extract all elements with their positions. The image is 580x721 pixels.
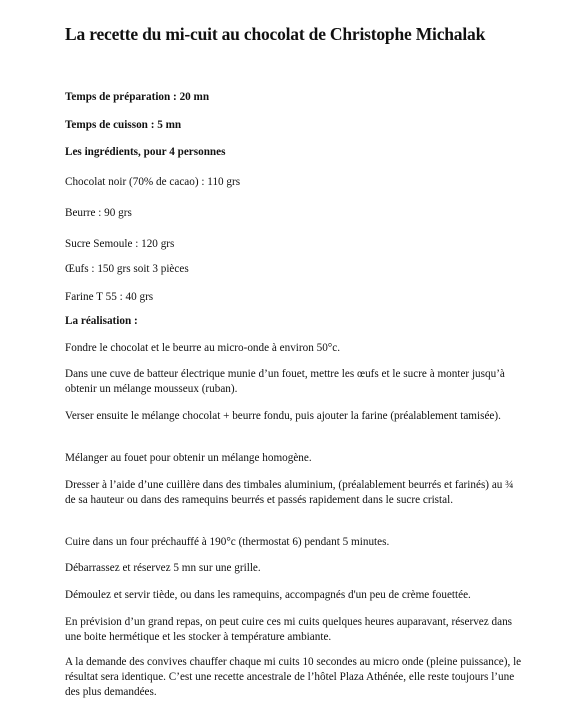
ingredient-item: Chocolat noir (70% de cacao) : 110 grs: [65, 176, 241, 188]
ingredients-heading: Les ingrédients, pour 4 personnes: [65, 146, 226, 158]
method-step: Dresser à l’aide d’une cuillère dans des timbales aluminium, (préalablement beurrés et farinés) au ¾ de sa hauteur ou dans des ramequins beurrés et passés rapidement dans le sucre cristal.: [65, 479, 514, 506]
ingredient-item: Sucre Semoule : 120 grs: [65, 238, 175, 250]
method-step: A la demande des convives chauffer chaque mi cuits 10 secondes au micro onde (pleine puissance), le résultat sera identique. C’est une recette ancestrale de l’hôtel Plaza Athénée, elle reste toujours l’une des plus demandées.: [65, 656, 522, 698]
prep-time: Temps de préparation : 20 mn: [65, 91, 210, 103]
cook-time: Temps de cuisson : 5 mn: [65, 119, 182, 131]
method-step: Dans une cuve de batteur électrique munie d’un fouet, mettre les œufs et le sucre à monter jusqu’à obtenir un mélange mousseux (ruban).: [65, 368, 505, 395]
method-heading: La réalisation :: [65, 315, 138, 327]
ingredient-item: Beurre : 90 grs: [65, 207, 132, 219]
page-title: La recette du mi-cuit au chocolat de Christophe Michalak: [65, 24, 486, 44]
method-step: Mélanger au fouet pour obtenir un mélange homogène.: [65, 452, 312, 464]
method-step: Cuire dans un four préchauffé à 190°c (thermostat 6) pendant 5 minutes.: [65, 536, 390, 548]
method-step: Débarrassez et réservez 5 mn sur une grille.: [65, 562, 261, 574]
ingredient-item: Farine T 55 : 40 grs: [65, 291, 154, 303]
method-step: En prévision d’un grand repas, on peut cuire ces mi cuits quelques heures auparavant, réservez dans une boite hermétique et les stocker à température ambiante.: [65, 616, 513, 643]
method-step: Verser ensuite le mélange chocolat + beurre fondu, puis ajouter la farine (préalablement tamisée).: [65, 410, 501, 422]
method-step: Démoulez et servir tiède, ou dans les ramequins, accompagnés d'un peu de crème fouettée.: [65, 589, 471, 601]
ingredient-item: Œufs : 150 grs soit 3 pièces: [65, 263, 189, 275]
method-step: Fondre le chocolat et le beurre au micro-onde à environ 50°c.: [65, 342, 341, 354]
